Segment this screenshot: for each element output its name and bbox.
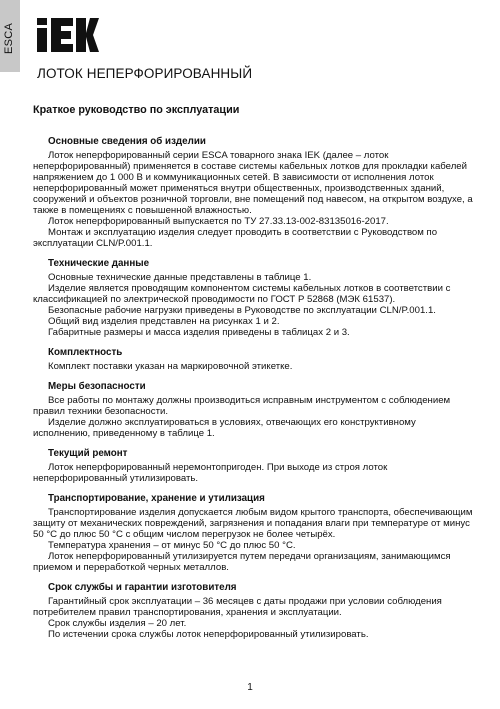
- paragraph: Изделие должно эксплуатироваться в условиях, отвечающих его конструктивному исполнению, приведенному в таблице 1.: [33, 417, 416, 439]
- iek-logo: [37, 18, 99, 52]
- document-title: ЛОТОК НЕПЕРФОРИРОВАННЫЙ: [37, 66, 253, 81]
- paragraph: Все работы по монтажу должны производиться исправным инструментом с соблюдением правил техники безопасности.: [33, 395, 451, 417]
- paragraph: Комплект поставки указан на маркировочной этикетке.: [48, 361, 293, 372]
- paragraph: Гарантийный срок эксплуатации – 36 месяцев с даты продажи при условии соблюдения потребителем правил транспортирования, хранения и эксплуатации.: [33, 596, 442, 618]
- section-transport-storage: [33, 493, 473, 573]
- paragraph: Транспортирование изделия допускается любым видом крытого транспорта, обеспечивающим защиту от механических повреждений, загрязнения и попадания влаги при температуре от минус 50 °С до плюс 50 °С с общим числом перегрузок не более четырёх.: [33, 507, 473, 540]
- section-technical-data: [33, 258, 473, 338]
- document-subtitle: Краткое руководство по эксплуатации: [33, 104, 240, 116]
- paragraph: Температура хранения – от минус 50 °С до плюс 50 °С.: [48, 540, 296, 551]
- section-heading: Комплектность: [48, 347, 123, 358]
- page-number: 1: [247, 682, 253, 693]
- section-general-info: [33, 136, 473, 249]
- paragraph: Безопасные рабочие нагрузки приведены в Руководстве по эксплуатации CLN/P.001.1.: [48, 305, 436, 316]
- paragraph: Лоток неперфорированный выпускается по ТУ 27.33.13-002-83135016-2017.: [48, 216, 389, 227]
- section-heading: Технические данные: [48, 258, 150, 269]
- paragraph: Основные технические данные представлены в таблице 1.: [48, 272, 312, 283]
- section-heading: Транспортирование, хранение и утилизация: [48, 493, 265, 504]
- paragraph: Общий вид изделия представлен на рисунках 1 и 2.: [48, 316, 280, 327]
- paragraph: Срок службы изделия – 20 лет.: [48, 618, 187, 629]
- section-safety: [33, 381, 473, 439]
- section-heading: Текущий ремонт: [48, 448, 128, 459]
- section-heading: Срок службы и гарантии изготовителя: [48, 582, 237, 593]
- paragraph: Габаритные размеры и масса изделия приведены в таблицах 2 и 3.: [48, 327, 350, 338]
- paragraph: Монтаж и эксплуатацию изделия следует проводить в соответствии с Руководством по эксплуатации CLN/P.001.1.: [33, 227, 438, 249]
- paragraph: Лоток неперфорированный серии ESCA товарного знака IEK (далее – лоток неперфорированный) применяется в составе системы кабельных лотков для прокладки кабелей напряжением до 1 000 В и коммуникационных сетей. В зависимости от исполнения лоток неперфорированный может применяться внутри общественных, производственных зданий, сооружений и объектов розничной торговли, вне помещений под навесом, на открытом воздухе, а также в помещениях с повышенной влажностью.: [33, 150, 473, 216]
- paragraph: Изделие является проводящим компонентом системы кабельных лотков в соответствии с классификацией по электрической проводимости по ГОСТ Р 52868 (МЭК 61537).: [33, 283, 451, 305]
- manual-body: [33, 136, 473, 649]
- paragraph: Лоток неперфорированный утилизируется путем передачи организациям, занимающимся приемом и переработкой черных металлов.: [33, 551, 451, 573]
- paragraph: По истечении срока службы лоток неперфорированный утилизировать.: [48, 629, 369, 640]
- section-heading: Меры безопасности: [48, 381, 146, 392]
- paragraph: Лоток неперфорированный неремонтопригоден. При выходе из строя лоток неперфорированный утилизировать.: [33, 462, 388, 484]
- section-warranty: [33, 582, 473, 640]
- section-repair: [33, 448, 473, 484]
- section-heading: Основные сведения об изделии: [48, 136, 206, 147]
- section-package-contents: [33, 347, 473, 372]
- series-label: ESCA: [3, 22, 15, 54]
- series-side-tab: [0, 0, 20, 72]
